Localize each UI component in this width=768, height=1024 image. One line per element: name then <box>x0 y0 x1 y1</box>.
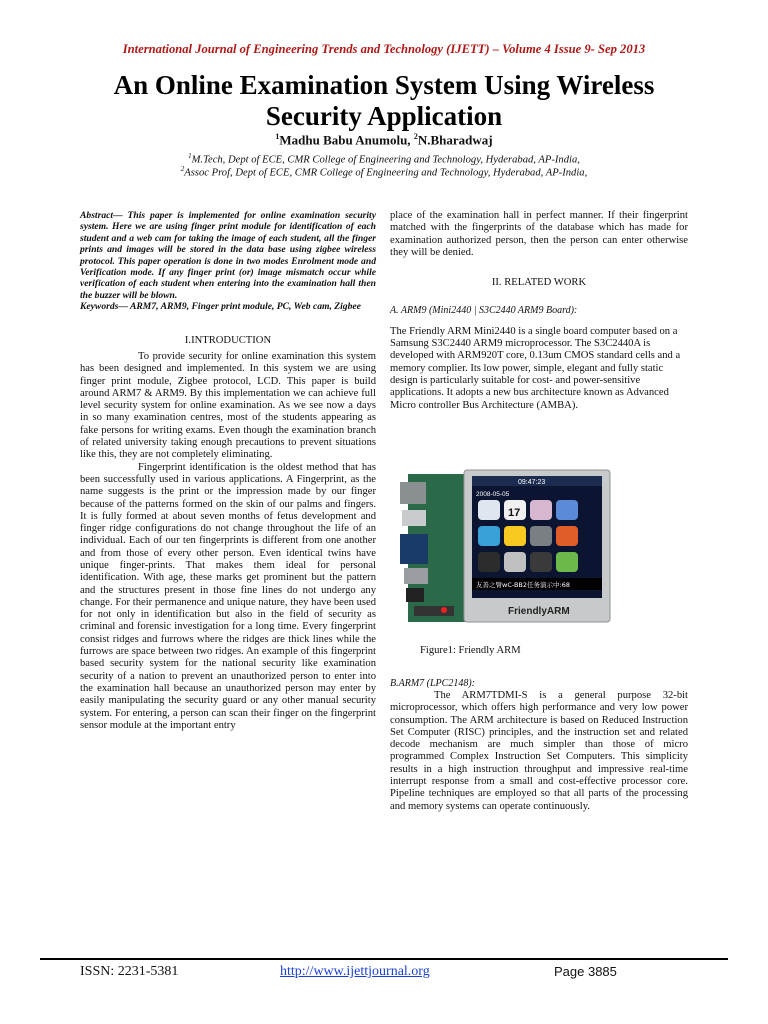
arm7-paragraph: The ARM7TDMI-S is a general purpose 32-bit microprocessor, which offers high performance and very low power consumption. The ARM architecture is based on Reduced Instruction Set Computer (RISC) principles, and the instruction set and related decode mechanism are much simpler than those of micro programmed Complex Instruction Set Computers. This simplicity results in a high instruction throughput and impressive real-time interrupt response from a small and cost-effective processor core. Pipeline techniques are employed so that all parts of the processing and memory systems can operate continuously. <box>390 690 688 812</box>
header-pins <box>414 606 454 616</box>
app-icon <box>478 552 500 572</box>
section-introduction-heading: I.INTRODUCTION <box>184 334 272 346</box>
affiliation-2: $^2$Assoc Prof, Dept of ECE, CMR College of Engineering and Technology, Hyderabad, AP-India, <box>180 165 588 179</box>
footer-journal-link[interactable]: http://www.ijettjournal.org <box>280 964 430 979</box>
intro-paragraph-1: To provide security for online examination this system has been designed and implemented. In this system we are using finger print module, Zigbee protocol, LCD. This paper is build around ARM7 & ARM9. By this implementation we can achieve full level security system for online examination. As we see now a days in so many examination centres, most of the students appearing as fake persons for writing exams. Even though the examination branch of related university taking enough precautions to prevent situations like this, they are not completely eliminating. <box>80 350 376 461</box>
screen-marquee-text: 友善之臂wC-BB2任务演示中:68 <box>476 581 570 589</box>
right-column <box>390 210 688 412</box>
calendar-day-text: 17 <box>508 507 521 519</box>
usb-connector-2 <box>404 568 428 584</box>
app-icon <box>530 526 552 546</box>
section-related-work-heading: II. RELATED WORK <box>491 277 587 289</box>
affiliation-1: $^1$M.Tech, Dept of ECE, CMR College of Engineering and Technology, Hyderabad, AP-India, <box>188 152 580 166</box>
footer-divider <box>40 958 728 960</box>
author-2-marker: 2 <box>413 132 418 141</box>
app-icon <box>556 552 578 572</box>
app-icon <box>504 526 526 546</box>
figure-friendly-arm <box>400 464 612 628</box>
friendly-arm-board-image <box>400 464 612 628</box>
app-icon <box>504 552 526 572</box>
subsection-arm7-heading: B.ARM7 (LPC2148): <box>390 678 475 689</box>
footer-issn: ISSN: 2231-5381 <box>80 964 179 979</box>
usb-connector <box>402 510 426 526</box>
left-column <box>80 210 376 732</box>
title-line-1: An Online Examination System Using Wireless <box>113 70 655 100</box>
footer-page-number: Page 3885 <box>554 964 617 979</box>
app-icon <box>556 526 578 546</box>
author-1-marker: 1 <box>275 132 280 141</box>
screen-date-text: 2008-05-05 <box>476 491 510 498</box>
screen-time-text: 09:47:23 <box>518 479 546 486</box>
board-label-text: FriendlyARM <box>508 606 570 617</box>
arm9-paragraph: The Friendly ARM Mini2440 is a single board computer based on a Samsung S3C2440 ARM9 microprocessor. The S3C2440A is developed with ARM920T core, 0.13um CMOS standard cells and a memory complier. Its low power, simple, elegant and fully static design is particularly suitable for cost- and power-sensitive applications. It adopts a new bus architecture known as Advanced Micro controller Bus Architecture (AMBA). <box>390 325 681 411</box>
app-icon <box>530 500 552 520</box>
journal-header: International Journal of Engineering Trends and Technology (IJETT) – Volume 4 Issue 9- Sep 2013 <box>122 42 646 56</box>
ethernet-connector <box>400 482 426 504</box>
intro-paragraph-2: Fingerprint identification is the oldest method that has been successfully used in various applications. A Fingerprint, as the name suggests is the print or the impression made by our finger because of the patterns formed on the skin of our palms and fingers. It is fully formed at about seven months of fetus development and finger ridge configurations do not change throughout the life of an individual. Each of our ten fingerprints is different from one another and from those of every other person. Even identical twins have unique finger-prints. That makes them ideal for personal identification. With age, these marks get prominent but the pattern and the structures present in those fine lines do not undergo any change. For their permanence and unique nature, they have been used for not only in identification but also in the field of security as criminal and forensic investigation for a long time. Every fingerprint consist ridges and furrows where the ridges are thick lines while the furrows are space between two ridges. An example of this fingerprint based security system for the national security like examination security of a nation to prevent an unauthorized person to enter into the examination hall because an unauthorized person may enter by easily manipulating the security guard or any other manual security system. For entering, a person can scan their finger on the fingerprint sensor module at the important entry <box>80 461 376 731</box>
app-icon <box>556 500 578 520</box>
figure-caption: Figure1: Friendly ARM <box>420 645 521 656</box>
abstract: Abstract— This paper is implemented for online examination security system. Here we are using finger print module for identification of each student and a web cam for taking the image of each student, all the finger prints and images will be stored in the data base using zigbee wireless protocol. This paper operation is done in two modes Enrolment mode and Verification mode. If any finger print (or) image mismatch occur while verification of each student when entering into the examination hall then the buzzer will be blown. <box>80 210 376 301</box>
authors <box>0 132 768 148</box>
power-jack <box>406 588 424 602</box>
app-icon <box>478 526 500 546</box>
author-1: Madhu Babu Anumolu, <box>279 132 414 148</box>
keywords: Keywords— ARM7, ARM9, Finger print module, PC, Web cam, Zigbee <box>80 301 361 313</box>
title-line-2: Security Application <box>265 101 503 131</box>
paper-title <box>40 70 728 132</box>
app-icon <box>478 500 500 520</box>
serial-connector <box>400 534 428 564</box>
app-icon <box>530 552 552 572</box>
intro-continued: place of the examination hall in perfect manner. If their fingerprint matched with the fingerprints of the database which has made for examination authorized person, then the person can enter otherwise they will be denied. <box>390 210 688 258</box>
subsection-arm9-heading: A. ARM9 (Mini2440 | S3C2440 ARM9 Board): <box>390 305 578 317</box>
author-2: N.Bharadwaj <box>417 132 493 148</box>
led-red <box>441 607 447 613</box>
